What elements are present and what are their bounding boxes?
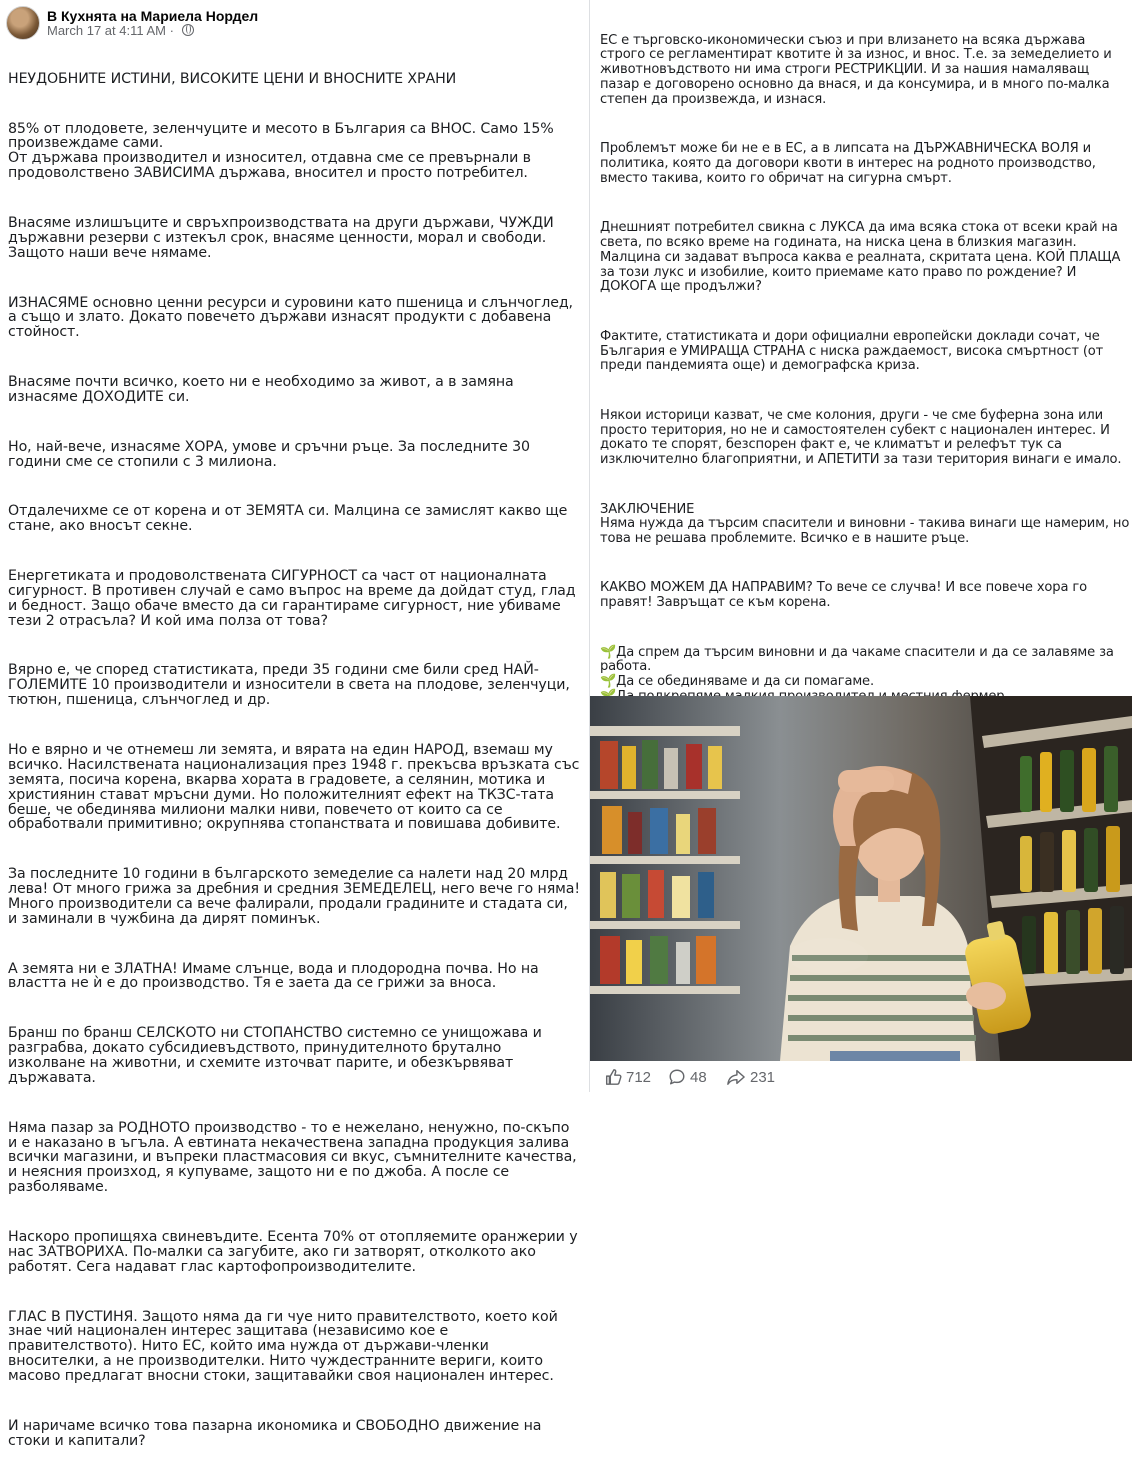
share-count-value: 231: [750, 1068, 776, 1086]
post-paragraph: Внасяме излишъците и свръхпроизводствата на други държави, ЧУЖДИ държавни резерви с изтекъл срок, внасяме ценности, морал и свободи. Защото наши вече нямаме.: [8, 214, 559, 261]
post-timestamp[interactable]: March 17 at 4:11 AM: [47, 23, 166, 38]
post-paragraph: Проблемът може би не е в ЕС, а в липсата на ДЪРЖАВНИЧЕСКА ВОЛЯ и политика, която да договори квоти в интерес на родното производство, вместо такива, които го обричат на сигурна смърт.: [600, 141, 1100, 186]
post-paragraph: Но е вярно и че отнемеш ли земята, и вярата на един НАРОД, вземаш му всичко. Насилствената национализация през 1948 г. прекъсва връзката със земята, посича корена, вкарва хората в градовете, а селянин, мотика и християнин стават мръсни думи. Но положителният ефект на ТКЗС-тата беше, че обединява милиони малки ниви, повечето от които са се обработвали примитивно; окрупнява стопанствата и повишава добивите.: [8, 741, 584, 833]
comment-count[interactable]: [668, 1068, 707, 1086]
post-paragraph: ГЛАС В ПУСТИНЯ. Защото няма да ги чуе нито правителството, което кой знае чий национален интерес защитава (независимо кое е правителството). Нито ЕС, който има нужда от държави-членки вносителки, а не производителки. Нито чуждестранните вериги, които масово предлагат вносни стоки, защитавайки своя национален интерес.: [8, 1308, 563, 1385]
post-photo[interactable]: [590, 696, 1132, 1061]
post-paragraph: 85% от плодовете, зеленчуците и месото в България са ВНОС. Само 15% произвеждаме сами. От държава производител и износител, отдавна сме се превърнали в продоволствено ЗАВИСИМА държава, вносител и просто потребител.: [8, 120, 554, 182]
share-arrow-icon: [726, 1068, 746, 1086]
post-header: [0, 0, 586, 42]
like-count[interactable]: [604, 1068, 651, 1086]
post-paragraph: Енергетиката и продоволствената СИГУРНОСТ са част от националната сигурност. В противен случай е само въпрос на време да дойдат студ, глад и бедност. Защо обаче вместо да си гарантираме сигурност, ние убиваме тези 2 отрасъла? И кой има полза от това?: [8, 567, 580, 629]
post-paragraph: Отдалечихме се от корена и от ЗЕМЯТА си. Малцина се замислят какво ще стане, ако вносът секне.: [8, 503, 572, 535]
post-paragraph: ЕС е търговско-икономически съюз и при влизането на всяка държава строго се регламентират квотите ѝ за износ, и внос. Т.е. за земеделието и животновъдството ни има строги РЕСТРИКЦИИ. И за нашия намаляващ пазар е договорено основно да внася, и да консумира, и в много по-малка степен да произвежда, и изнася.: [600, 32, 1116, 107]
post-paragraph: Но, най-вече, изнасяме ХОРА, умове и сръчни ръце. За последните 30 години сме се стопили с 3 милиона.: [8, 438, 535, 470]
post-paragraph: А земята ни е ЗЛАТНА! Имаме слънце, вода и плодородна почва. Но на властта не ѝ е до производство. Тя е заета да се грижи за вноса.: [8, 960, 544, 992]
post-meta: [47, 23, 194, 38]
post-paragraph: Днешният потребител свикна с ЛУКСА да има всяка стока от всеки край на света, по всяко време на годината, на ниска цена в близкия магазин. Малцина си задават въпроса каква е реалната, скритата цена. КОЙ ПЛАЩА за този лукс и изобилие, които приемаме като право по рождение? И ДОКОГА ще продължи?: [600, 220, 1125, 295]
post-paragraph: Внасяме почти всичко, което ни е необходимо за живот, а в замяна изнасяме ДОХОДИТЕ си.: [8, 374, 519, 405]
meta-separator: ·: [169, 23, 174, 38]
post-paragraph: Вярно е, че според статистиката, преди 35 години сме били сред НАЙ-ГОЛЕМИТЕ 10 производители и износители в света на плодове, зеленчуци, тютюн, пшеница, слънчоглед и др.: [8, 662, 575, 709]
post-paragraph: ИЗНАСЯМЕ основно ценни ресурси и суровини като пшеница и слънчоглед, а също и злато. Докато повечето държави изнасят продукти с добавена стойност.: [8, 294, 578, 341]
thumbs-up-icon: [604, 1068, 622, 1086]
post-paragraph: Фактите, статистиката и дори официални европейски доклади сочат, че България е УМИРАЩА СТРАНА с ниска раждаемост, висока смъртност (от преди пандемията още) и демографска криза.: [600, 328, 1108, 374]
post-paragraph: За последните 10 години в българското земеделие са налети над 20 млрд лева! От много грижа за дребния и средния ЗЕМЕДЕЛЕЦ, него вече го няма! Много производители са вече фалирали, продали градините и стадата си, и заминали в чужбина да дирят поминък.: [8, 866, 585, 927]
post-paragraph: НЕУДОБНИТЕ ИСТИНИ, ВИСОКИТЕ ЦЕНИ И ВНОСНИТЕ ХРАНИ: [8, 70, 457, 87]
post-text-left: [0, 42, 586, 1483]
post-paragraph: Някои историци казват, че сме колония, други - че сме буферна зона или просто територия, но не и самостоятелен субект с национален интерес. И докато те спорят, безспорен факт е, че климатът и релефът тук са изключително благоприятни, и АПЕТИТИ за тази територия винаги е имало.: [600, 407, 1122, 468]
post-paragraph: ЗАКЛЮЧЕНИЕ Няма нужда да търсим спасители и виновни - такива винаги ще намерим, но това не решава проблемите. Всичко е в нашите ръце.: [600, 501, 1130, 547]
post-paragraph: И наричаме всичко това пазарна икономика и СВОБОДНО движение на стоки и капитали?: [8, 1417, 546, 1449]
page-avatar[interactable]: [6, 6, 40, 40]
post-paragraph: КАКВО МОЖЕМ ДА НАПРАВИМ? То вече се случва! И все повече хора го правят! Завръщат се към корена.: [600, 580, 1091, 611]
post-paragraph: Наскоро пропищяха свиневъдите. Есента 70% от отопляемите оранжерии у нас ЗАТВОРИХА. По-малки са загубите, ако ги затворят, отколкото ако работят. Сега надават глас картофопроизводителите.: [8, 1228, 582, 1275]
comment-count-value: 48: [690, 1068, 707, 1086]
post-paragraph: Бранш по бранш СЕЛСКОТО ни СТОПАНСТВО системно се унищожава и разграбва, докато субсидиевъдството, принудителното брутално изколване на животни, и схемите източват парите, и обезкървяват държавата.: [8, 1025, 547, 1086]
engagement-bar: [592, 1061, 1132, 1092]
like-count-value: 712: [626, 1068, 652, 1086]
comment-bubble-icon: [668, 1068, 686, 1086]
post-paragraph: Няма пазар за РОДНОТО производство - то е нежелано, ненужно, по-скъпо и е наказано в ъгъла. А евтината некачествена западна продукция залива всички магазини, и въпреки пластмасовия си вкус, съмнителните качества, и неясния произход, я купуваме, защото ни е по джоба. А после се разболяваме.: [8, 1119, 582, 1196]
supermarket-photo-illustration: [590, 696, 1132, 1061]
post-right-column: [592, 0, 1134, 1092]
share-count[interactable]: [726, 1068, 775, 1086]
globe-icon: [182, 24, 194, 36]
post-action-list: 🌱Да спрем да търсим виновни и да чакаме спасители и да се залавяме за работа. 🌱Да се обединяваме и да си помагаме.: [600, 644, 1114, 690]
page-name[interactable]: В Кухнята на Мариела Нордел: [47, 8, 259, 24]
